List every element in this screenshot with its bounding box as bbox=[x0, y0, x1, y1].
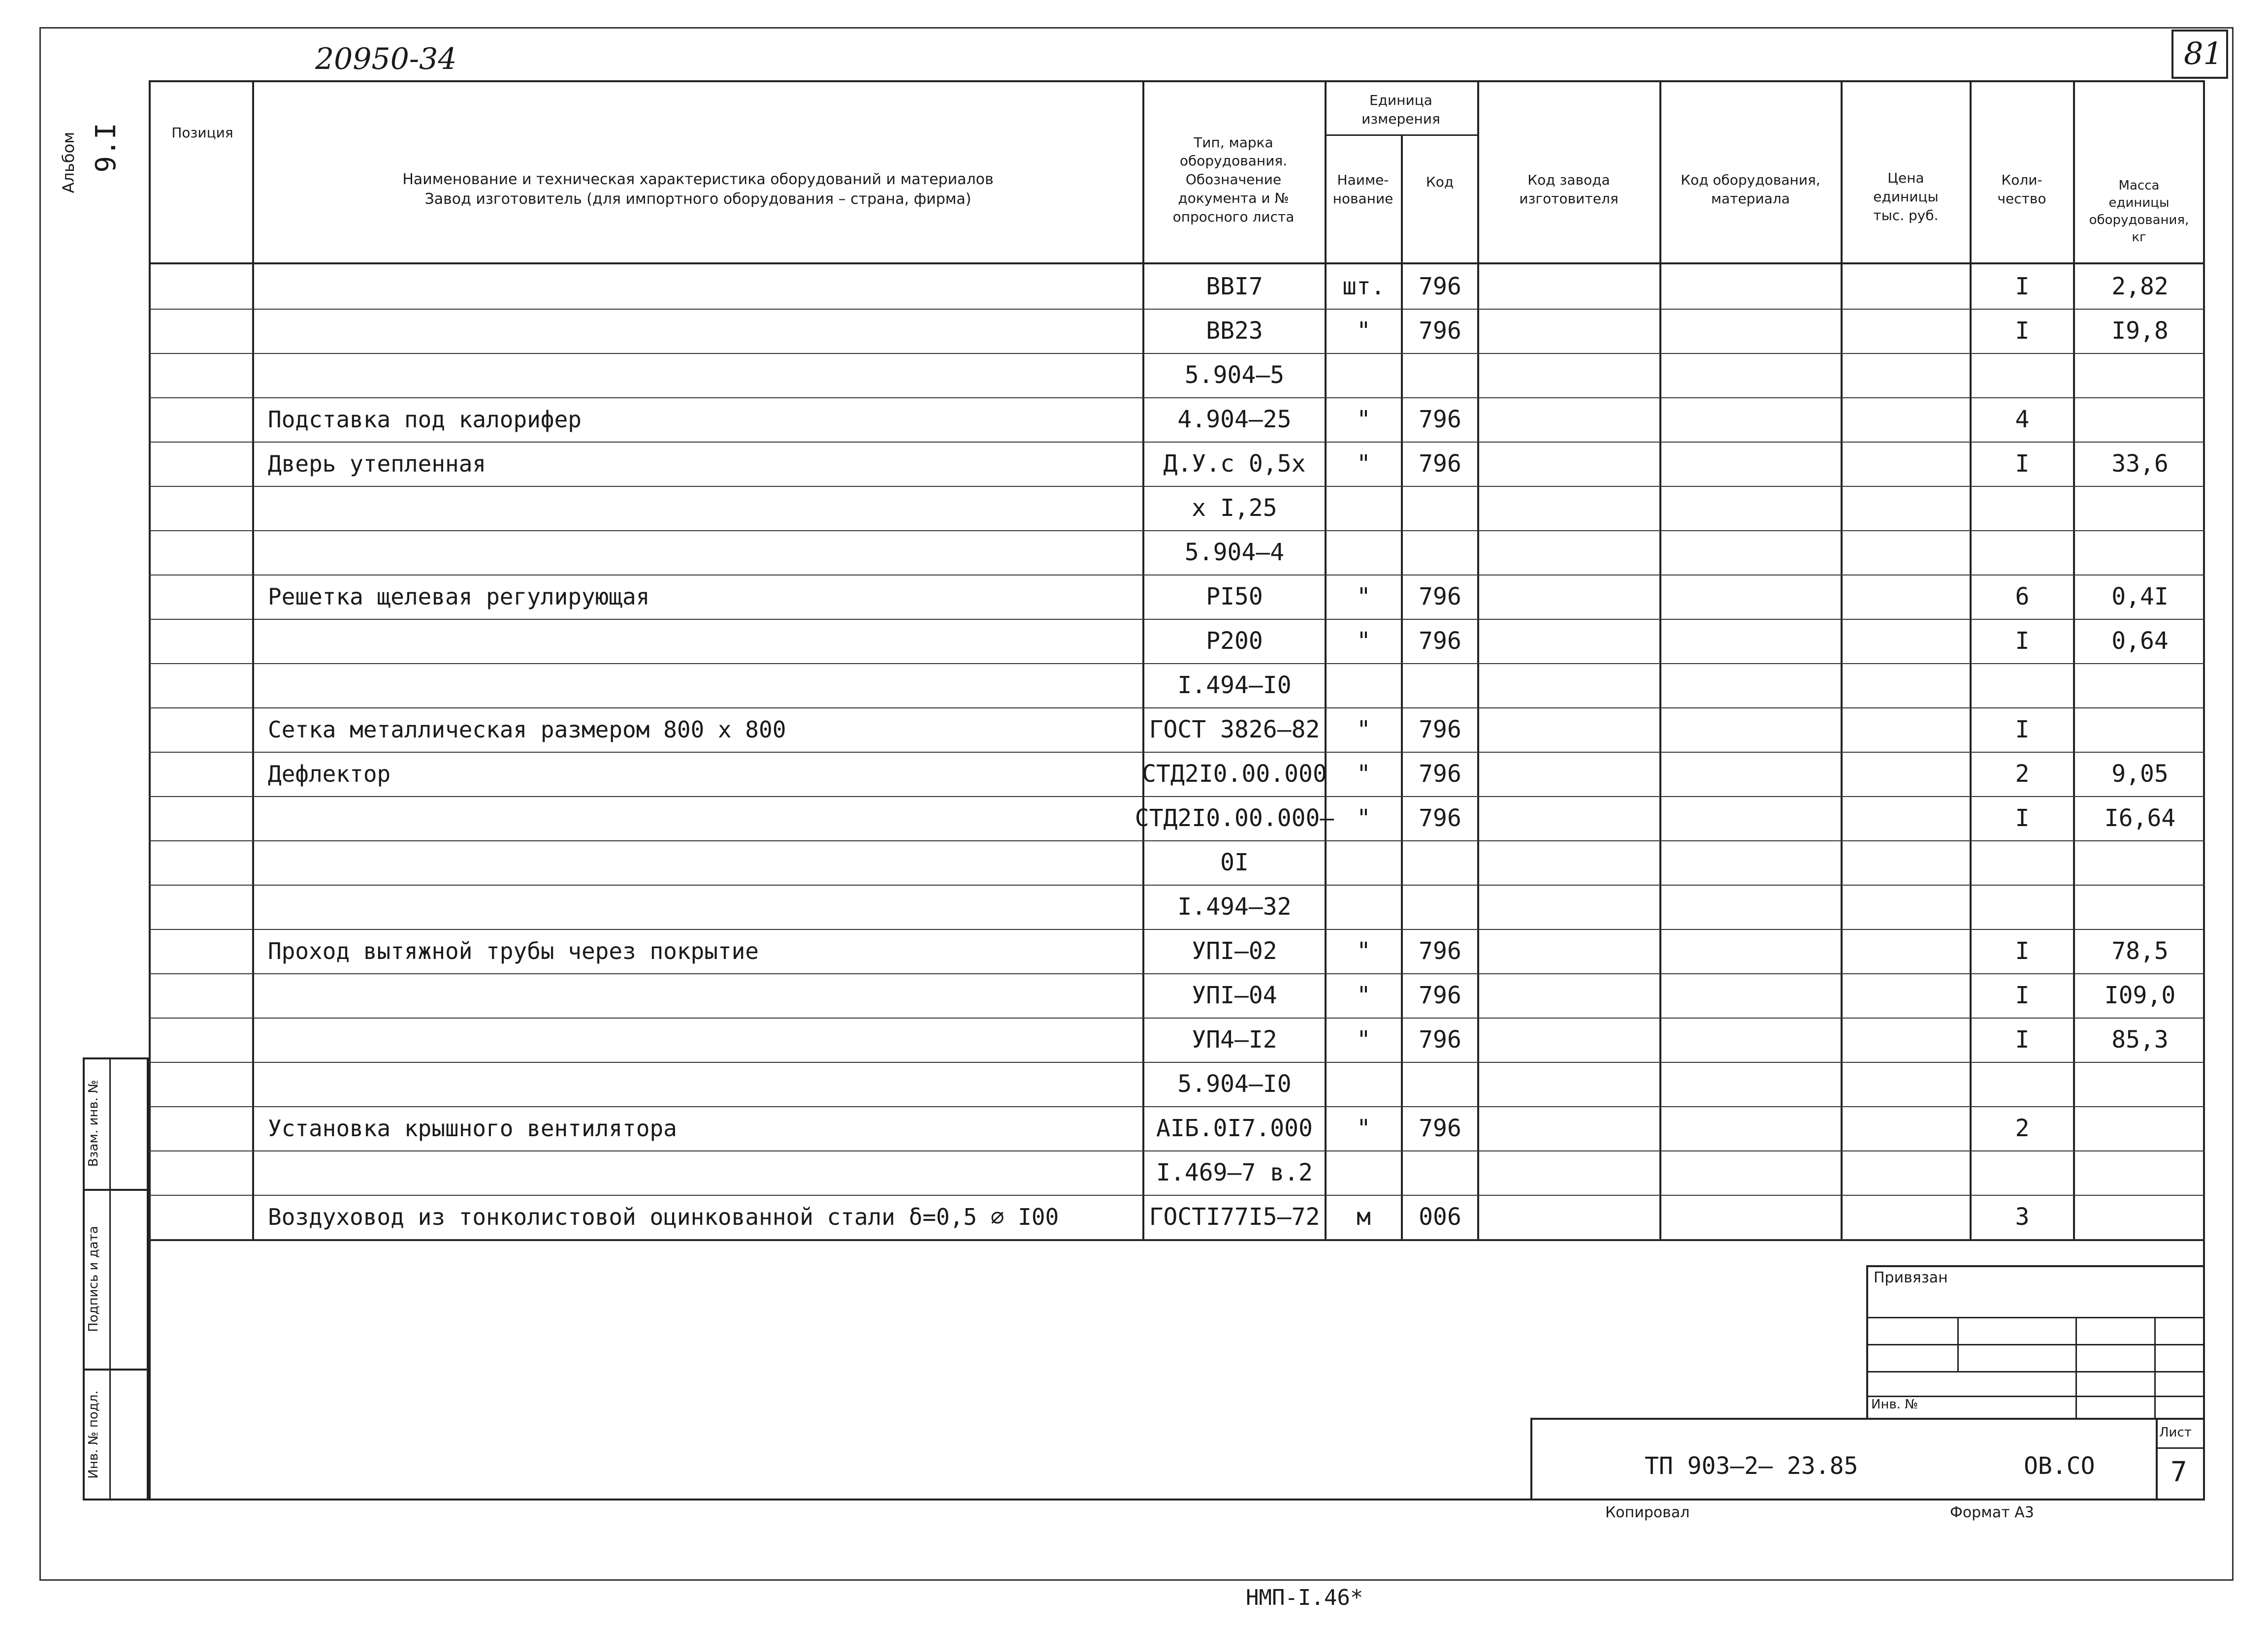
row-mass: 2,82 bbox=[2111, 273, 2169, 300]
row-quantity: I bbox=[2015, 804, 2030, 832]
row-type: ВВI7 bbox=[1206, 273, 1263, 300]
row-unit bbox=[1327, 1150, 1401, 1195]
row-mass: 33,6 bbox=[2111, 450, 2169, 478]
row-quantity: 2 bbox=[2015, 1115, 2030, 1142]
header-unit-name: Наиме- нование bbox=[1332, 172, 1393, 207]
row-type: АIБ.0I7.000 bbox=[1156, 1115, 1313, 1142]
row-position bbox=[156, 442, 252, 486]
row-type: СТД2I0.00.000– bbox=[1134, 804, 1334, 832]
row-unit: шт. bbox=[1342, 273, 1385, 300]
side-stamp-divider bbox=[83, 1189, 149, 1191]
row-quantity: I bbox=[2015, 716, 2030, 743]
row-code: 006 bbox=[1419, 1203, 1461, 1231]
col-line bbox=[1659, 80, 1661, 1240]
row-mass bbox=[2075, 1195, 2205, 1239]
row-name bbox=[254, 840, 1142, 885]
section-code: ОВ.СО bbox=[2024, 1452, 2095, 1480]
row-type: ВВ23 bbox=[1206, 317, 1263, 345]
row-quantity: 2 bbox=[2015, 760, 2030, 788]
row-code: 796 bbox=[1419, 406, 1461, 433]
row-unit: м bbox=[1357, 1203, 1371, 1231]
row-code bbox=[1403, 1150, 1477, 1195]
row-code bbox=[1403, 353, 1477, 397]
footer-code: НМП-I.46* bbox=[1246, 1585, 1363, 1610]
row-quantity bbox=[1972, 663, 2073, 707]
row-mass: I09,0 bbox=[2104, 982, 2176, 1009]
row-unit bbox=[1327, 486, 1401, 530]
row-code: 796 bbox=[1419, 583, 1461, 610]
row-mass: 0,64 bbox=[2111, 627, 2169, 655]
row-type: СТД2I0.00.000 bbox=[1142, 760, 1327, 788]
row-type: УПI–04 bbox=[1192, 982, 1277, 1009]
row-quantity bbox=[1972, 530, 2073, 575]
album-value: 9.I bbox=[90, 123, 122, 173]
row-position bbox=[156, 663, 252, 707]
row-quantity: 4 bbox=[2015, 406, 2030, 433]
row-unit bbox=[1327, 840, 1401, 885]
row-name: Проход вытяжной трубы через покрытие bbox=[268, 938, 759, 964]
row-position bbox=[156, 885, 252, 929]
row-unit: " bbox=[1357, 450, 1371, 478]
col-line bbox=[1477, 80, 1479, 1240]
album-label: Альбом bbox=[59, 131, 78, 193]
row-name: Дверь утепленная bbox=[268, 450, 486, 477]
linked-vline bbox=[2154, 1317, 2156, 1418]
row-position bbox=[156, 929, 252, 973]
stamp-replaced-inv: Взам. инв. № bbox=[86, 1080, 101, 1167]
row-unit bbox=[1327, 530, 1401, 575]
row-name bbox=[254, 530, 1142, 575]
row-name: Сетка металлическая размером 800 х 800 bbox=[268, 716, 786, 743]
row-code: 796 bbox=[1419, 804, 1461, 832]
row-position bbox=[156, 264, 252, 309]
row-type: УП4–I2 bbox=[1192, 1026, 1277, 1053]
row-unit: " bbox=[1357, 1115, 1371, 1142]
row-position bbox=[156, 1106, 252, 1150]
row-mass: I9,8 bbox=[2111, 317, 2169, 345]
row-mass: 0,4I bbox=[2111, 583, 2169, 610]
header-mass: Масса единицы оборудования, кг bbox=[2089, 178, 2189, 245]
row-name bbox=[254, 309, 1142, 353]
row-name bbox=[254, 1018, 1142, 1062]
header-quantity: Коли- чество bbox=[1997, 172, 2046, 207]
header-name: Наименование и техническая характеристика оборудований и материалов Завод изготовитель (для импортного оборудования – страна, фирма) bbox=[402, 170, 994, 208]
row-position bbox=[156, 973, 252, 1018]
row-mass: 78,5 bbox=[2111, 937, 2169, 965]
row-position bbox=[156, 1150, 252, 1195]
row-name bbox=[254, 663, 1142, 707]
row-unit bbox=[1327, 353, 1401, 397]
header-position: Позиция bbox=[171, 125, 233, 141]
row-code: 796 bbox=[1419, 1115, 1461, 1142]
row-mass bbox=[2075, 397, 2205, 442]
row-code bbox=[1403, 663, 1477, 707]
row-mass: I6,64 bbox=[2104, 804, 2176, 832]
row-quantity bbox=[1972, 486, 2073, 530]
stamp-signature-date: Подпись и дата bbox=[86, 1226, 101, 1332]
row-name bbox=[254, 973, 1142, 1018]
row-position bbox=[156, 1018, 252, 1062]
row-mass bbox=[2075, 663, 2205, 707]
header-type: Тип, марка оборудования. Обозначение документа и № опросного листа bbox=[1172, 134, 1295, 225]
row-unit: " bbox=[1357, 583, 1371, 610]
row-type: х I,25 bbox=[1192, 494, 1277, 522]
row-unit: " bbox=[1357, 716, 1371, 743]
row-quantity bbox=[1972, 353, 2073, 397]
row-mass: 9,05 bbox=[2111, 760, 2169, 788]
row-type: Д.У.с 0,5х bbox=[1163, 450, 1306, 478]
row-name bbox=[254, 264, 1142, 309]
row-mass bbox=[2075, 707, 2205, 752]
row-name: Установка крышного вентилятора bbox=[268, 1115, 677, 1142]
row-position bbox=[156, 1195, 252, 1239]
row-code: 796 bbox=[1419, 317, 1461, 345]
row-code: 796 bbox=[1419, 627, 1461, 655]
row-type: I.469–7 в.2 bbox=[1156, 1159, 1313, 1186]
main-stamp bbox=[1530, 1418, 2205, 1500]
row-divider bbox=[149, 1239, 2205, 1240]
row-position bbox=[156, 796, 252, 840]
row-unit: " bbox=[1357, 804, 1371, 832]
row-quantity: I bbox=[2015, 1026, 2030, 1053]
header-equipment-code: Код оборудования, материала bbox=[1681, 172, 1820, 207]
row-unit: " bbox=[1357, 406, 1371, 433]
row-position bbox=[156, 707, 252, 752]
linked-vline bbox=[1957, 1317, 1959, 1371]
row-quantity: I bbox=[2015, 450, 2030, 478]
row-unit: " bbox=[1357, 627, 1371, 655]
row-mass bbox=[2075, 1062, 2205, 1106]
corner-sheet-number: 81 bbox=[2184, 35, 2223, 71]
format-label: Формат А3 bbox=[1950, 1504, 2034, 1521]
header-price: Цена единицы тыс. руб. bbox=[1873, 170, 1939, 223]
row-position bbox=[156, 752, 252, 796]
row-type: 5.904–5 bbox=[1184, 361, 1285, 389]
row-name bbox=[254, 619, 1142, 663]
row-type: 5.904–4 bbox=[1184, 539, 1285, 566]
copied-label: Копировал bbox=[1605, 1504, 1690, 1521]
inv-label: Инв. № bbox=[1871, 1397, 1918, 1412]
row-position bbox=[156, 486, 252, 530]
row-code: 796 bbox=[1419, 273, 1461, 300]
row-name: Решетка щелевая регулирующая bbox=[268, 583, 650, 610]
row-code: 796 bbox=[1419, 937, 1461, 965]
linked-vline bbox=[2075, 1317, 2077, 1418]
row-code: 796 bbox=[1419, 716, 1461, 743]
row-name bbox=[254, 486, 1142, 530]
row-type: УПI–02 bbox=[1192, 937, 1277, 965]
row-position bbox=[156, 1062, 252, 1106]
row-mass bbox=[2075, 840, 2205, 885]
row-type: 0I bbox=[1220, 849, 1249, 876]
sheet-box-line bbox=[2156, 1447, 2205, 1449]
col-line bbox=[1841, 80, 1843, 1240]
row-code: 796 bbox=[1419, 450, 1461, 478]
row-quantity: I bbox=[2015, 273, 2030, 300]
row-position bbox=[156, 397, 252, 442]
row-mass bbox=[2075, 530, 2205, 575]
row-name bbox=[254, 353, 1142, 397]
row-name bbox=[254, 1062, 1142, 1106]
row-unit bbox=[1327, 1062, 1401, 1106]
row-quantity: 3 bbox=[2015, 1203, 2030, 1231]
side-stamp-divider bbox=[109, 1057, 111, 1500]
row-type: РI50 bbox=[1206, 583, 1263, 610]
row-position bbox=[156, 353, 252, 397]
row-mass bbox=[2075, 1150, 2205, 1195]
sheet-number: 7 bbox=[2171, 1456, 2187, 1488]
header-unit-group: Единица измерения bbox=[1361, 92, 1440, 127]
row-code bbox=[1403, 885, 1477, 929]
row-mass: 85,3 bbox=[2111, 1026, 2169, 1053]
designation: ТП 903–2– 23.85 bbox=[1645, 1452, 1858, 1480]
row-type: I.494–32 bbox=[1177, 893, 1292, 921]
row-code bbox=[1403, 530, 1477, 575]
row-mass bbox=[2075, 486, 2205, 530]
row-mass bbox=[2075, 1106, 2205, 1150]
row-mass bbox=[2075, 885, 2205, 929]
row-position bbox=[156, 575, 252, 619]
row-mass bbox=[2075, 353, 2205, 397]
row-quantity bbox=[1972, 1062, 2073, 1106]
row-quantity bbox=[1972, 1150, 2073, 1195]
stamp-inv-original: Инв. № подл. bbox=[86, 1390, 101, 1479]
row-type: 4.904–25 bbox=[1177, 406, 1292, 433]
row-code bbox=[1403, 1062, 1477, 1106]
row-type: ГОСТI77I5–72 bbox=[1149, 1203, 1320, 1231]
row-quantity bbox=[1972, 840, 2073, 885]
row-quantity: I bbox=[2015, 937, 2030, 965]
row-name: Воздуховод из тонколистовой оцинкованной стали δ=0,5 ∅ I00 bbox=[268, 1204, 1059, 1230]
row-quantity bbox=[1972, 885, 2073, 929]
sheet-label: Лист bbox=[2159, 1425, 2192, 1440]
handwritten-doc-number: 20950-34 bbox=[315, 42, 457, 76]
row-quantity: I bbox=[2015, 317, 2030, 345]
row-quantity: I bbox=[2015, 627, 2030, 655]
header-plant-code: Код завода изготовителя bbox=[1519, 172, 1619, 207]
row-unit bbox=[1327, 663, 1401, 707]
header-unit-code: Код bbox=[1426, 174, 1454, 191]
side-stamp-divider bbox=[83, 1369, 149, 1371]
linked-label: Привязан bbox=[1874, 1269, 1948, 1286]
row-quantity: I bbox=[2015, 982, 2030, 1009]
row-code bbox=[1403, 486, 1477, 530]
row-unit: " bbox=[1357, 317, 1371, 345]
row-type: 5.904–I0 bbox=[1177, 1070, 1292, 1098]
row-type: ГОСТ 3826–82 bbox=[1149, 716, 1320, 743]
row-unit: " bbox=[1357, 982, 1371, 1009]
row-type: I.494–I0 bbox=[1177, 671, 1292, 699]
row-code: 796 bbox=[1419, 760, 1461, 788]
row-name bbox=[254, 1150, 1142, 1195]
row-code: 796 bbox=[1419, 982, 1461, 1009]
row-position bbox=[156, 619, 252, 663]
row-unit bbox=[1327, 885, 1401, 929]
row-unit: " bbox=[1357, 1026, 1371, 1053]
row-position bbox=[156, 840, 252, 885]
row-quantity: 6 bbox=[2015, 583, 2030, 610]
row-name bbox=[254, 796, 1142, 840]
row-name: Подставка под калорифер bbox=[268, 406, 582, 433]
row-unit: " bbox=[1357, 937, 1371, 965]
row-position bbox=[156, 309, 252, 353]
row-code: 796 bbox=[1419, 1026, 1461, 1053]
row-name bbox=[254, 885, 1142, 929]
row-code bbox=[1403, 840, 1477, 885]
row-type: Р200 bbox=[1206, 627, 1263, 655]
row-position bbox=[156, 530, 252, 575]
row-unit: " bbox=[1357, 760, 1371, 788]
row-name: Дефлектор bbox=[268, 761, 391, 787]
